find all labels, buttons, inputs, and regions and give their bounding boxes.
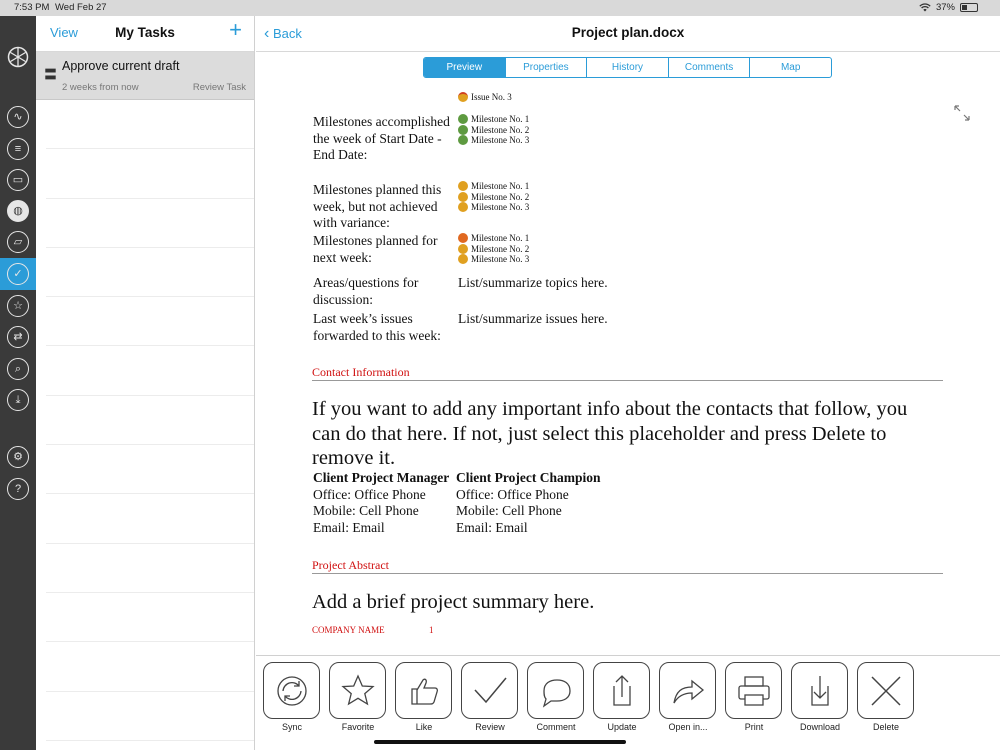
empty-task-row xyxy=(46,593,254,642)
empty-task-row xyxy=(46,100,254,149)
favorites-star-icon[interactable]: ☆ xyxy=(7,295,29,317)
contact-mobile: Mobile: Cell Phone xyxy=(456,503,562,518)
areas-value: List/summarize topics here. xyxy=(458,275,608,290)
like-button[interactable] xyxy=(395,662,452,719)
contact-mobile: Mobile: Cell Phone xyxy=(313,503,419,518)
tab-comments[interactable]: Comments xyxy=(669,58,751,77)
toolbar-button-label: Open in... xyxy=(668,722,708,732)
status-time: 7:53 PM xyxy=(14,2,50,13)
favorite-button[interactable] xyxy=(329,662,386,719)
contact-title: Client Project Champion xyxy=(456,470,601,485)
status-dot-icon xyxy=(458,202,468,212)
toolbar-button-label: Comment xyxy=(536,722,576,732)
list-item: Milestone No. 2 xyxy=(458,192,529,203)
tab-map[interactable]: Map xyxy=(780,62,801,73)
document-header xyxy=(256,16,1000,52)
tasks-title: My Tasks xyxy=(115,25,175,40)
add-task-button[interactable]: + xyxy=(229,17,242,42)
status-dot-icon xyxy=(458,244,468,254)
status-date: Wed Feb 27 xyxy=(55,2,107,13)
empty-task-row xyxy=(46,494,254,543)
share-arrow-icon xyxy=(668,671,708,711)
list-item: Milestone No. 3 xyxy=(458,202,529,213)
footer-page-number: 1 xyxy=(429,625,434,635)
status-dot-icon xyxy=(458,135,468,145)
speech-bubble-icon xyxy=(536,671,576,711)
milestones-accomplished-label: Milestones accomplished the week of Start Date - End Date: xyxy=(313,114,450,162)
empty-task-row xyxy=(46,544,254,593)
list-item: Milestone No. 2 xyxy=(458,125,529,136)
divider xyxy=(312,380,943,381)
toolbar-button-label: Update xyxy=(607,722,637,732)
contact-office: Office: Office Phone xyxy=(313,486,426,502)
abstract-heading: Project Abstract xyxy=(312,558,389,572)
divider xyxy=(312,573,943,574)
battery-icon xyxy=(960,3,978,12)
list-item: Milestone No. 1 xyxy=(458,114,529,125)
empty-task-row xyxy=(46,396,254,445)
empty-task-row xyxy=(46,199,254,248)
chevron-left-icon: ‹ xyxy=(264,25,270,42)
inbox-download-icon[interactable]: ⤓ xyxy=(7,389,29,411)
status-dot-icon xyxy=(458,254,468,264)
toolbar-button-label: Like xyxy=(415,722,433,732)
download-icon xyxy=(800,671,840,711)
list-item: Milestone No. 3 xyxy=(458,254,529,265)
gear-icon[interactable]: ⚙ xyxy=(7,446,29,468)
task-kind: Review Task xyxy=(192,82,246,93)
tab-properties[interactable]: Properties xyxy=(506,58,588,77)
drag-handle-icon[interactable]: 〓 xyxy=(44,67,58,82)
toolbar-button-label: Print xyxy=(744,722,764,732)
document-preview[interactable] xyxy=(256,82,1000,654)
empty-task-row xyxy=(46,248,254,297)
task-name: Approve current draft xyxy=(62,59,180,73)
status-dot-icon xyxy=(458,192,468,202)
issue-status-icon xyxy=(458,92,468,102)
contact-card-champion xyxy=(456,470,601,536)
status-right xyxy=(919,2,978,13)
abstract-text: Add a brief project summary here. xyxy=(312,591,595,613)
tasks-check-icon[interactable]: ✓ xyxy=(7,263,29,285)
task-row[interactable] xyxy=(36,52,254,100)
print-button[interactable] xyxy=(725,662,782,719)
list-item: Milestone No. 1 xyxy=(458,233,529,244)
tasks-header xyxy=(36,16,254,52)
contact-intro: If you want to add any important info about the contacts that follow, you can do that here. If not, just select this placeholder and press Delete to remove it. xyxy=(312,398,908,469)
x-icon xyxy=(866,671,906,711)
list-item: Milestone No. 2 xyxy=(458,244,529,255)
search-icon[interactable]: ⌕ xyxy=(7,358,29,380)
thumbs-up-icon xyxy=(404,671,444,711)
view-tabs xyxy=(423,57,832,78)
empty-task-row xyxy=(46,297,254,346)
briefcase-icon[interactable]: ▭ xyxy=(7,169,29,191)
toolbar-button-label: Sync xyxy=(281,722,302,732)
status-dot-icon xyxy=(458,233,468,243)
battery-percent: 37% xyxy=(935,2,955,13)
update-button[interactable] xyxy=(593,662,650,719)
sync-button[interactable] xyxy=(263,662,320,719)
sync-icon xyxy=(272,671,312,711)
app-logo-icon[interactable] xyxy=(7,46,29,68)
empty-task-row xyxy=(46,642,254,691)
star-icon xyxy=(338,671,378,711)
app-sidebar xyxy=(0,16,36,750)
back-label: Back xyxy=(272,26,302,41)
tab-history[interactable]: History xyxy=(587,58,669,77)
review-button[interactable] xyxy=(461,662,518,719)
areas-label: Areas/questions for discussion: xyxy=(313,275,419,307)
wifi-icon xyxy=(919,3,931,12)
list-item: Milestone No. 3 xyxy=(458,135,529,146)
milestones-not-achieved-label: Milestones planned this week, but not achieved with variance: xyxy=(313,182,442,230)
status-dot-icon xyxy=(458,114,468,124)
status-bar xyxy=(0,0,1000,16)
task-due: 2 weeks from now xyxy=(62,82,139,93)
milestones-next-week-list xyxy=(458,233,529,265)
status-dot-icon xyxy=(458,181,468,191)
issues-label: Last week’s issues forwarded to this week: xyxy=(313,311,441,343)
comment-button[interactable] xyxy=(527,662,584,719)
contact-office: Office: Office Phone xyxy=(456,486,569,502)
milestones-not-achieved-list xyxy=(458,181,529,213)
home-indicator xyxy=(374,740,626,744)
activity-icon[interactable]: ∿ xyxy=(7,106,29,128)
action-toolbar xyxy=(256,655,1000,750)
database-icon[interactable]: ≡ xyxy=(7,138,29,160)
issue-text: Issue No. 3 xyxy=(471,92,512,102)
tasks-panel xyxy=(36,16,255,750)
sync-nav-icon[interactable]: ⇄ xyxy=(7,326,29,348)
status-dot-icon xyxy=(458,125,468,135)
issues-value: List/summarize issues here. xyxy=(458,311,608,326)
tab-preview[interactable]: Preview xyxy=(424,58,506,77)
contact-heading: Contact Information xyxy=(312,365,410,379)
download-button[interactable] xyxy=(791,662,848,719)
toolbar-button-label: Download xyxy=(799,722,841,732)
check-icon xyxy=(470,671,510,711)
footer-company: COMPANY NAME xyxy=(312,625,385,635)
contact-email: Email: Email xyxy=(313,519,385,535)
milestones-next-week-label: Milestones planned for next week: xyxy=(313,233,438,265)
empty-task-row xyxy=(46,445,254,494)
document-title: Project plan.docx xyxy=(571,25,685,40)
open-in-button[interactable] xyxy=(659,662,716,719)
toolbar-button-label: Favorite xyxy=(341,722,375,732)
help-icon[interactable]: ? xyxy=(7,478,29,500)
contact-card-manager xyxy=(313,470,449,536)
printer-icon xyxy=(734,671,774,711)
contact-title: Client Project Manager xyxy=(313,470,450,485)
empty-task-row xyxy=(46,149,254,198)
empty-task-row xyxy=(46,692,254,741)
toolbar-button-label: Delete xyxy=(872,722,899,732)
toolbar-button-label: Review xyxy=(475,722,505,732)
globe-icon[interactable]: ◍ xyxy=(7,200,29,222)
list-item: Milestone No. 1 xyxy=(458,181,529,192)
upload-icon xyxy=(602,671,642,711)
view-button[interactable]: View xyxy=(50,25,78,40)
delete-button[interactable] xyxy=(857,662,914,719)
milestones-accomplished-list xyxy=(458,114,529,146)
issue-line xyxy=(458,92,512,103)
folder-icon[interactable]: ▱ xyxy=(7,231,29,253)
empty-task-row xyxy=(46,346,254,395)
contact-email: Email: Email xyxy=(456,519,528,535)
